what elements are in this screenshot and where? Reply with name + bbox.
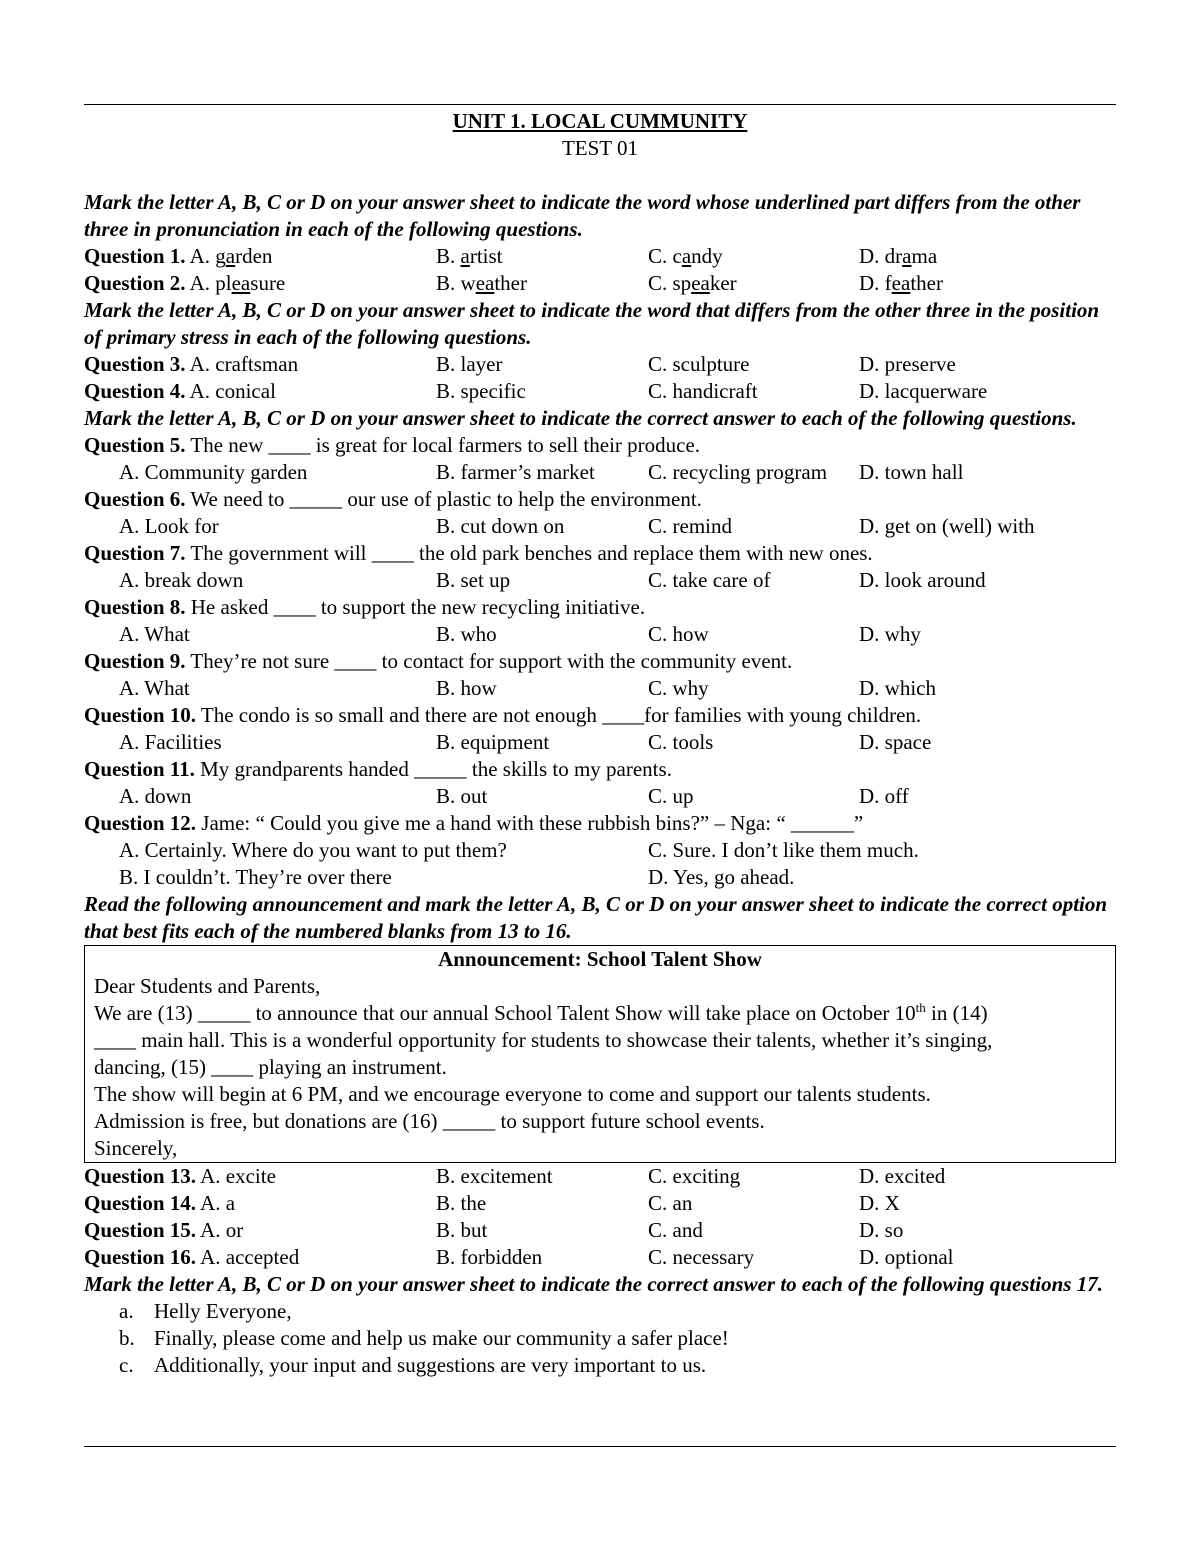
- worksheet: [84, 108, 1116, 1379]
- question-17-items: [84, 1298, 1116, 1379]
- option-d: D. lacquerware: [859, 379, 988, 403]
- announcement-line: Admission is free, but donations are (16) _____ to support future school events.: [94, 1109, 765, 1133]
- option-d: D. drama: [859, 244, 938, 268]
- question-14: Question 14. A. a B. the C. an D. X: [84, 1191, 900, 1215]
- option-d: D. feather: [859, 271, 943, 295]
- question-13: Question 13. A. excite B. excitement C. exciting D. excited: [84, 1164, 946, 1188]
- announcement-line: The show will begin at 6 PM, and we encourage everyone to come and support our talents students.: [94, 1082, 931, 1106]
- question-7-options: A. break down B. set up C. take care of D. look around: [119, 568, 986, 592]
- option-c: C. candy: [648, 244, 723, 268]
- question-15: Question 15. A. or B. but C. and D. so: [84, 1218, 904, 1242]
- question-9-stem: Question 9. They’re not sure ____ to contact for support with the community event.: [84, 649, 793, 673]
- question-8-stem: Question 8. He asked ____ to support the new recycling initiative.: [84, 595, 646, 619]
- question-9-options: A. What B. how C. why D. which: [119, 676, 936, 700]
- instruction-pronunciation: Mark the letter A, B, C or D on your answer sheet to indicate the word whose underlined part differs from the other three in pronunciation in each of the following questions.: [84, 190, 1081, 241]
- bottom-rule: [84, 1446, 1116, 1447]
- announcement-box: [84, 945, 1116, 1163]
- option-c: C. speaker: [648, 271, 737, 295]
- option-d: D. preserve: [859, 352, 956, 376]
- option-b: B. weather: [436, 271, 527, 295]
- question-10-options: A. Facilities B. equipment C. tools D. space: [119, 730, 932, 754]
- list-item: c. Additionally, your input and suggestions are very important to us.: [119, 1353, 707, 1377]
- question-10-stem: Question 10. The condo is so small and there are not enough ____for families with young children.: [84, 703, 922, 727]
- question-12-stem: Question 12. Jame: “ Could you give me a hand with these rubbish bins?” – Nga: “ ______”: [84, 811, 864, 835]
- option-b: B. specific: [436, 379, 526, 403]
- question-7-stem: Question 7. The government will ____ the old park benches and replace them with new ones.: [84, 541, 873, 565]
- question-4: Question 4. A. conical B. specific C. handicraft D. lacquerware: [84, 379, 988, 403]
- option-c: C. sculpture: [648, 352, 750, 376]
- question-12-options-row1: A. Certainly. Where do you want to put them? C. Sure. I don’t like them much.: [119, 838, 919, 862]
- option-b: B. layer: [436, 352, 503, 376]
- question-11-stem: Question 11. My grandparents handed _____ the skills to my parents.: [84, 757, 672, 781]
- page-title: UNIT 1. LOCAL CUMMUNITY: [452, 109, 748, 133]
- announcement-greeting: Dear Students and Parents,: [94, 974, 321, 998]
- option-b: B. artist: [436, 244, 503, 268]
- question-2: Question 2. A. pleasure B. weather C. speaker D. feather: [84, 271, 943, 295]
- announcement-closing: Sincerely,: [94, 1136, 178, 1160]
- list-item: a. Helly Everyone,: [119, 1299, 292, 1323]
- question-12-options-row2: B. I couldn’t. They’re over there D. Yes, go ahead.: [119, 865, 795, 889]
- list-item: b. Finally, please come and help us make our community a safer place!: [119, 1326, 729, 1350]
- question-6-stem: Question 6. We need to _____ our use of plastic to help the environment.: [84, 487, 702, 511]
- question-5-stem: Question 5. The new ____ is great for local farmers to sell their produce.: [84, 433, 701, 457]
- question-3: Question 3. A. craftsman B. layer C. sculpture D. preserve: [84, 352, 956, 376]
- question-8-options: A. What B. who C. how D. why: [119, 622, 921, 646]
- instruction-stress: Mark the letter A, B, C or D on your answer sheet to indicate the word that differs from the other three in the position of primary stress in each of the following questions.: [84, 298, 1100, 349]
- question-5-options: A. Community garden B. farmer’s market C. recycling program D. town hall: [119, 460, 964, 484]
- question-1: Question 1. A. garden B. artist C. candy D. drama: [84, 244, 938, 268]
- announcement-line: ____ main hall. This is a wonderful opportunity for students to showcase their talents, whether it’s singing,: [94, 1028, 993, 1052]
- announcement-line: dancing, (15) ____ playing an instrument.: [94, 1055, 447, 1079]
- question-label: Question 2.: [84, 271, 186, 295]
- question-16: Question 16. A. accepted B. forbidden C. necessary D. optional: [84, 1245, 954, 1269]
- question-label: Question 1.: [84, 244, 186, 268]
- top-rule: [84, 104, 1116, 105]
- option-c: C. handicraft: [648, 379, 758, 403]
- announcement-line: We are (13) _____ to announce that our annual School Talent Show will take place on October 10th in (14): [94, 1000, 988, 1025]
- instruction-correct-answer: Mark the letter A, B, C or D on your answer sheet to indicate the correct answer to each of the following questions.: [84, 406, 1077, 430]
- question-11-options: A. down B. out C. up D. off: [119, 784, 909, 808]
- page-subtitle: TEST 01: [561, 136, 639, 160]
- question-6-options: A. Look for B. cut down on C. remind D. get on (well) with: [119, 514, 1035, 538]
- announcement-title: Announcement: School Talent Show: [438, 947, 762, 971]
- instruction-reading: Read the following announcement and mark the letter A, B, C or D on your answer sheet to indicate the correct option that best fits each of the numbered blanks from 13 to 16.: [84, 892, 1108, 943]
- instruction-ordering: Mark the letter A, B, C or D on your answer sheet to indicate the correct answer to each of the following questions 17.: [84, 1272, 1103, 1296]
